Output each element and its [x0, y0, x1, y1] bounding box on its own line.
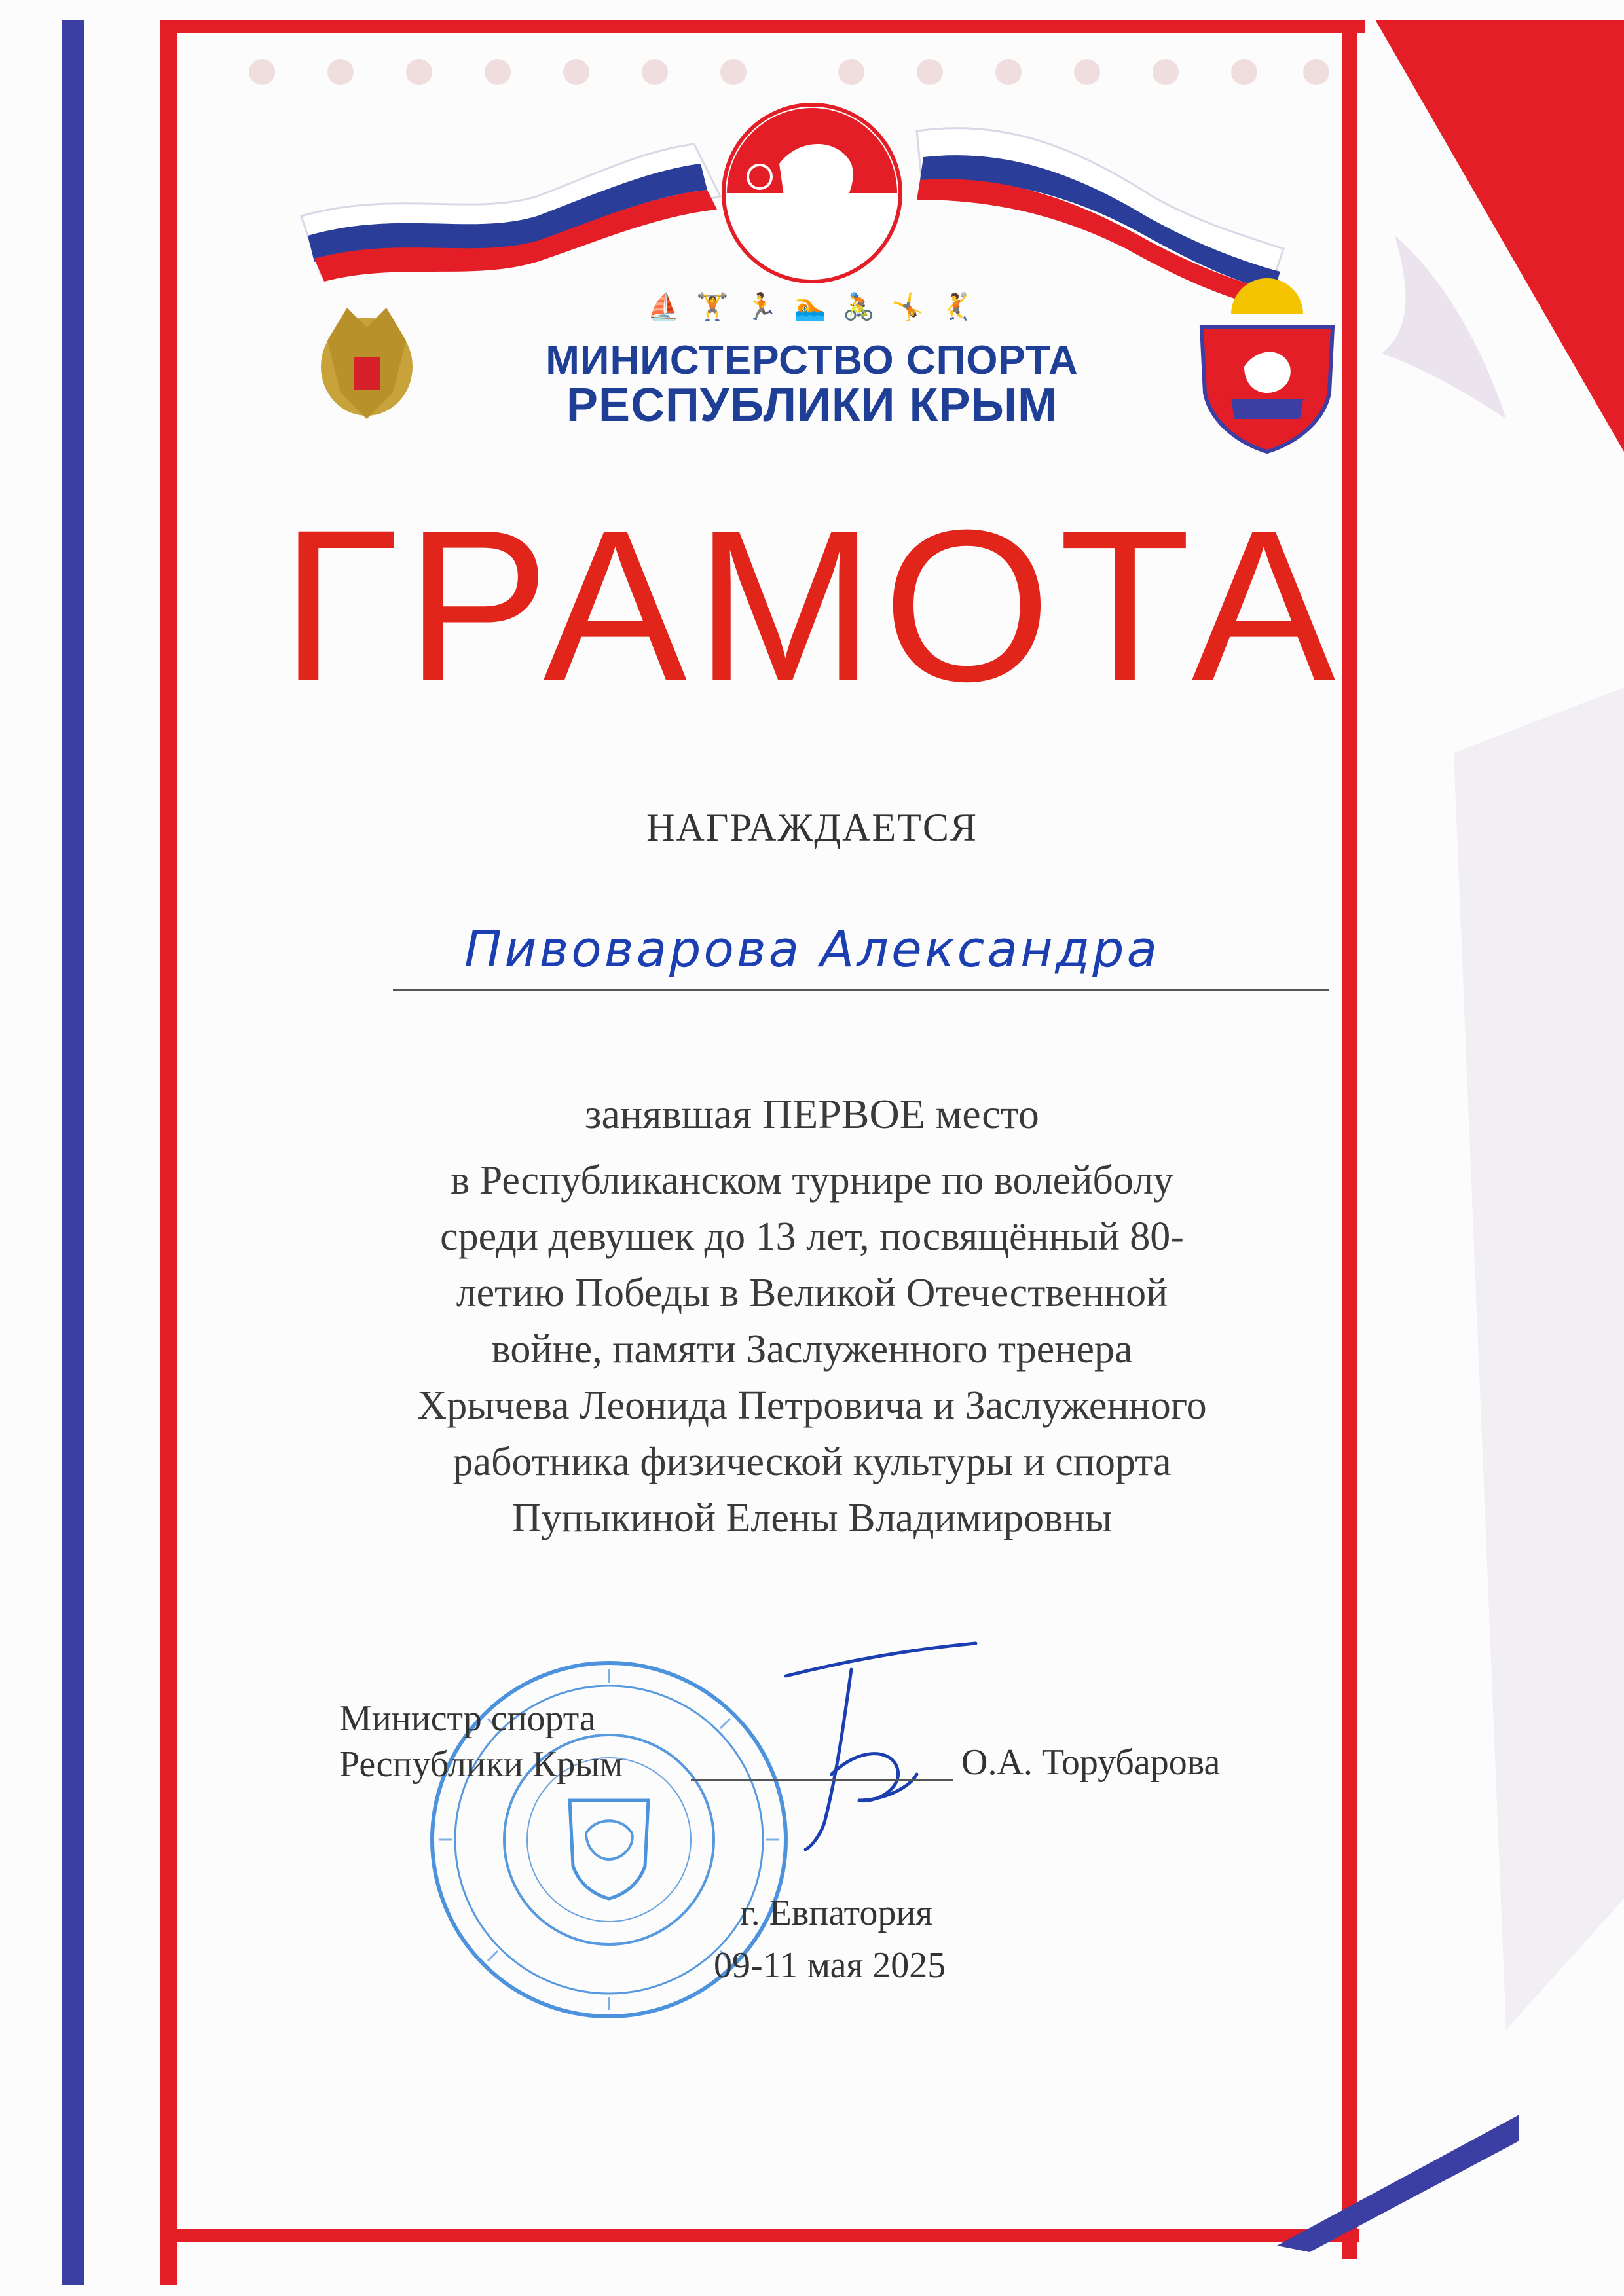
bottom-right-corner: [1277, 2115, 1519, 2252]
bottom-red-stripe: [160, 2229, 1359, 2242]
ministry-name-line1: МИНИСТЕРСТВО СПОРТА: [545, 338, 1079, 383]
recipient-name: Пивоварова Александра: [464, 920, 1160, 978]
award-description: [288, 1152, 1336, 1546]
recipient-underline: [393, 989, 1329, 991]
signature-line: [691, 1779, 953, 1781]
description-line: Хрычева Леонида Петровича и Заслуженного: [417, 1383, 1207, 1428]
description-line: летию Победы в Великой Отечественной: [456, 1271, 1168, 1315]
description-line: работника физической культуры и спорта: [452, 1440, 1172, 1484]
minister-title-line1: Министр спорта: [339, 1698, 596, 1739]
faint-sport-icons: [249, 59, 1329, 85]
ministry-name-line2: РЕСПУБЛИКИ КРЫМ: [566, 379, 1058, 431]
handwritten-signature: [760, 1624, 995, 1872]
awarded-label: НАГРАЖДАЕТСЯ: [646, 806, 978, 849]
description-line: в Республиканском турнире по волейболу: [450, 1158, 1174, 1203]
description-line: Пупыкиной Елены Владимировны: [511, 1496, 1113, 1540]
minister-title: [339, 1696, 623, 1787]
event-dates: 09-11 мая 2025: [714, 1945, 946, 1986]
ministry-emblem: [724, 105, 900, 282]
description-line: среди девушек до 13 лет, посвящённый 80-: [440, 1214, 1184, 1259]
top-red-stripe: [160, 20, 1365, 33]
event-city: г. Евпатория: [740, 1893, 933, 1933]
certificate-title: ГРАМОТА: [280, 484, 1344, 726]
minister-title-line2: Республики Крым: [339, 1744, 623, 1785]
right-faded-decor: [1454, 687, 1624, 2030]
description-line: войне, памяти Заслуженного тренера: [491, 1327, 1133, 1372]
place-line: занявшая ПЕРВОЕ место: [585, 1091, 1039, 1137]
sport-pictograms: ⛵ 🏋 🏃 🏊 🚴 🤸 🤾: [647, 292, 977, 322]
minister-name: О.А. Торубарова: [961, 1742, 1221, 1783]
